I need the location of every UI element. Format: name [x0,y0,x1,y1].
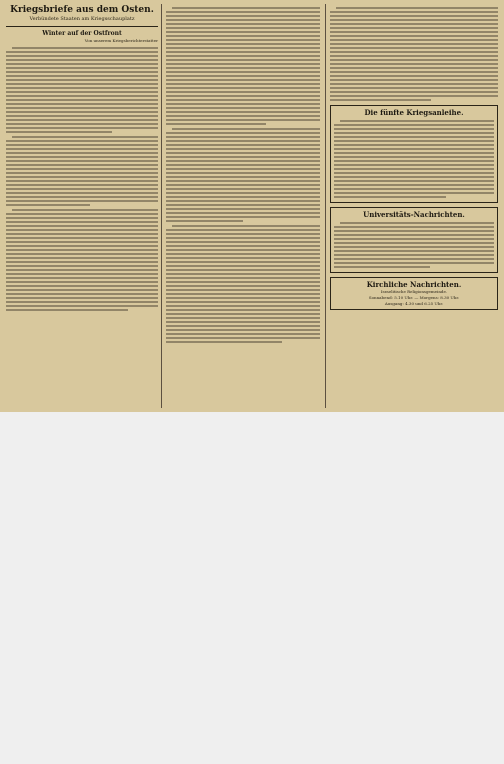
text-line [6,75,158,77]
text-line [330,63,498,65]
text-line [6,261,158,263]
headline: Kriegsbriefe aus dem Osten. [10,5,154,15]
text-line [166,176,320,178]
text-line [330,71,498,73]
text-line [166,341,282,343]
text-line [330,47,498,49]
text-line [334,246,494,248]
text-line [166,265,320,267]
text-line [166,152,320,154]
text-line [334,148,494,150]
text-line [330,19,498,21]
text-line [6,281,158,283]
text-line [334,192,494,194]
text-line [166,15,320,17]
text-line [6,99,158,101]
text-line [330,11,498,13]
text-line [6,269,158,271]
text-line [166,43,320,45]
text-line [172,7,320,9]
text-line [6,87,158,89]
text-line [166,172,320,174]
text-line [166,75,320,77]
divider [6,26,158,27]
text-line [6,213,158,215]
text-line [6,265,158,267]
text-line [6,285,158,287]
text-line [6,289,158,291]
text-line [6,51,158,53]
article-paragraph [166,7,320,125]
text-line [6,293,158,295]
text-line [12,209,158,211]
text-line [166,31,320,33]
text-line [334,234,494,236]
text-line [330,43,498,45]
text-line [6,184,158,186]
text-line [166,91,320,93]
text-line [166,164,320,166]
text-line [166,313,320,315]
text-line [166,47,320,49]
text-line [172,225,320,227]
text-line [6,79,158,81]
text-line [166,35,320,37]
text-line [166,245,320,247]
text-line [6,172,158,174]
text-line [166,257,320,259]
text-line [12,47,158,49]
text-line [6,200,158,202]
byline: Von unserem Kriegsberichterstatter [84,38,158,43]
text-line [166,220,243,222]
text-line [6,83,158,85]
text-line [172,128,320,130]
text-line [166,55,320,57]
text-line [166,184,320,186]
article-paragraph [6,209,158,311]
service-times: Sonnabend: 5.10 Uhr. — Morgens: 8.30 Uhr. [368,295,460,300]
article-paragraph [166,128,320,222]
text-line [166,204,320,206]
text-line [6,127,158,129]
text-line [6,107,158,109]
text-line [6,59,158,61]
text-line [6,123,158,125]
text-line [166,111,320,113]
text-line [330,91,498,93]
notice-subtitle: Israelitische Religionsgemeinde. [380,289,448,294]
text-line [330,67,498,69]
text-line [330,31,498,33]
text-line [6,233,158,235]
text-line [6,95,158,97]
text-line [330,23,498,25]
text-line [166,63,320,65]
text-line [334,242,494,244]
text-line [330,79,498,81]
text-line [166,148,320,150]
text-line [6,273,158,275]
text-line [6,241,158,243]
text-line [334,180,494,182]
text-line [6,168,158,170]
text-line [6,63,158,65]
text-line [334,176,494,178]
text-line [166,95,320,97]
text-line [166,301,320,303]
text-line [334,124,494,126]
text-line [340,222,494,224]
text-line [6,217,158,219]
text-line [166,196,320,198]
notice-title: Universitäts-Nachrichten. [363,210,465,219]
text-line [166,273,320,275]
text-line [334,144,494,146]
text-line [166,119,320,121]
notice-body [334,120,494,198]
text-line [166,188,320,190]
text-line [166,277,320,279]
text-line [334,168,494,170]
text-line [166,241,320,243]
article-paragraph [330,7,498,101]
text-line [166,285,320,287]
text-line [334,156,494,158]
text-line [6,140,158,142]
notice-body [334,222,494,268]
text-line [6,156,158,158]
text-line [6,253,158,255]
text-line [6,196,158,198]
text-line [166,212,320,214]
text-line [6,257,158,259]
text-line [166,180,320,182]
text-line [334,164,494,166]
text-line [166,305,320,307]
text-line [166,249,320,251]
text-line [6,119,158,121]
text-line [334,230,494,232]
text-line [6,277,158,279]
text-line [330,39,498,41]
subheadline: Verbündete Staaten am Kriegsschauplatz [29,16,135,22]
text-line [334,226,494,228]
text-line [166,325,320,327]
column-right [330,4,498,310]
text-line [334,160,494,162]
text-line [166,160,320,162]
text-line [6,245,158,247]
text-line [336,7,498,9]
text-line [166,156,320,158]
text-line [166,99,320,101]
text-line [166,103,320,105]
text-line [166,321,320,323]
text-line [330,27,498,29]
text-line [330,55,498,57]
text-line [6,188,158,190]
text-line [6,144,158,146]
text-line [166,168,320,170]
notice-title: Die fünfte Kriegsanleihe. [364,108,464,117]
notice-box-church [330,277,498,310]
text-line [334,254,494,256]
text-line [334,136,494,138]
text-line [6,237,158,239]
text-line [6,221,158,223]
text-line [166,309,320,311]
text-line [6,55,158,57]
text-line [166,269,320,271]
text-line [166,237,320,239]
article-paragraph [6,136,158,206]
text-line [166,123,266,125]
column-divider [161,4,162,408]
text-line [166,83,320,85]
article-paragraph [166,225,320,343]
text-line [166,115,320,117]
text-line [166,229,320,231]
text-line [166,253,320,255]
text-line [6,249,158,251]
text-line [166,261,320,263]
text-line [166,27,320,29]
text-line [166,289,320,291]
text-line [6,152,158,154]
text-line [166,79,320,81]
text-line [330,51,498,53]
text-line [330,59,498,61]
text-line [166,136,320,138]
text-line [6,71,158,73]
text-line [166,337,320,339]
text-line [166,216,320,218]
text-line [166,39,320,41]
text-line [166,200,320,202]
text-line [6,67,158,69]
text-line [166,67,320,69]
column-divider [325,4,326,408]
text-line [330,87,498,89]
text-line [334,140,494,142]
text-line [334,172,494,174]
text-line [6,180,158,182]
article-subtitle: Winter auf der Ostfront [42,30,122,37]
notice-box-war-loan [330,105,498,203]
text-line [6,111,158,113]
text-line [334,128,494,130]
text-line [6,192,158,194]
text-line [334,152,494,154]
text-line [12,136,158,138]
text-line [6,204,90,206]
service-times: Ausgang: 4.30 und 6.25 Uhr. [384,301,444,306]
column-left [6,4,158,313]
text-line [166,192,320,194]
text-line [166,317,320,319]
text-line [6,131,112,133]
text-line [166,140,320,142]
text-line [166,107,320,109]
text-line [166,233,320,235]
text-line [6,305,158,307]
text-line [166,11,320,13]
text-line [6,225,158,227]
text-line [330,35,498,37]
text-line [6,309,128,311]
text-line [166,144,320,146]
text-line [166,297,320,299]
text-line [6,301,158,303]
text-line [330,83,498,85]
text-line [6,176,158,178]
text-line [166,19,320,21]
text-line [330,95,498,97]
text-line [330,75,498,77]
text-line [6,297,158,299]
article-paragraph [6,47,158,133]
text-line [334,262,494,264]
column-middle [166,4,320,345]
text-line [166,51,320,53]
notice-box-university [330,207,498,273]
text-line [166,59,320,61]
text-line [330,15,498,17]
text-line [330,99,431,101]
text-line [334,132,494,134]
text-line [334,184,494,186]
text-line [166,329,320,331]
text-line [334,258,494,260]
text-line [166,71,320,73]
text-line [166,293,320,295]
text-line [334,266,430,268]
text-line [166,333,320,335]
text-line [166,281,320,283]
text-line [166,132,320,134]
text-line [166,23,320,25]
text-line [334,188,494,190]
text-line [166,208,320,210]
text-line [6,103,158,105]
text-line [166,87,320,89]
text-line [334,196,446,198]
text-line [6,148,158,150]
text-line [6,160,158,162]
text-line [334,238,494,240]
text-line [6,164,158,166]
text-line [6,229,158,231]
text-line [6,115,158,117]
text-line [6,91,158,93]
notice-title: Kirchliche Nachrichten. [366,280,462,289]
text-line [334,250,494,252]
text-line [340,120,494,122]
